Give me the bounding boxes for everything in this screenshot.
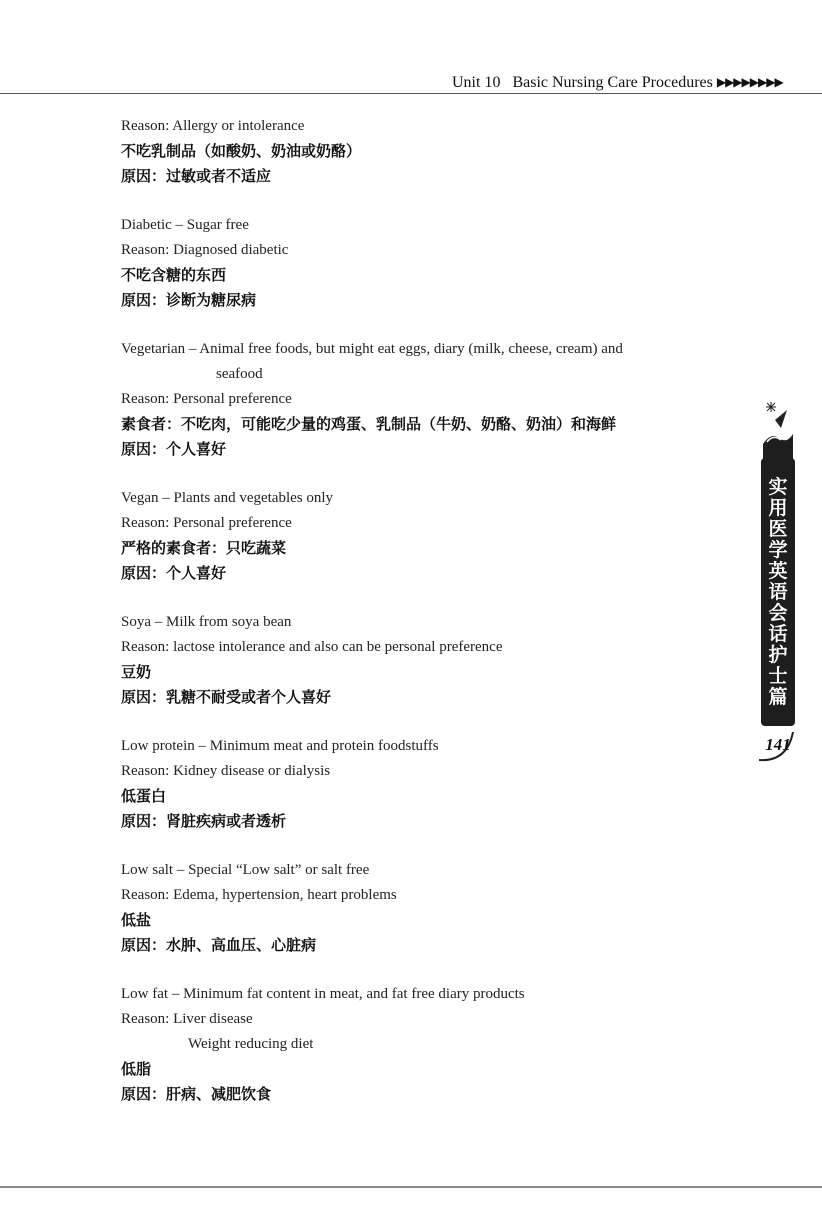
diet-entry: [121, 486, 741, 586]
chinese-line: 原因：肾脏疾病或者透析: [121, 812, 287, 830]
english-line-continued: seafood: [216, 366, 263, 382]
header-title: Basic Nursing Care Procedures: [512, 74, 713, 91]
chinese-line: 不吃含糖的东西: [121, 266, 227, 284]
chinese-line: 原因：肝病、减肥饮食: [121, 1085, 272, 1103]
chinese-line: 素食者：不吃肉，可能吃少量的鸡蛋、乳制品（牛奶、奶酪、奶油）和海鲜: [121, 415, 617, 433]
english-line: Reason: Kidney disease or dialysis: [121, 763, 331, 779]
english-line: Reason: Personal preference: [121, 391, 292, 407]
english-line-continued: Weight reducing diet: [188, 1036, 314, 1052]
english-line: Soya – Milk from soya bean: [121, 614, 292, 630]
chinese-line: 低脂: [121, 1060, 152, 1078]
english-line: Reason: lactose intolerance and also can be personal preference: [121, 639, 503, 655]
chinese-line: 不吃乳制品（如酸奶、奶油或奶酪）: [121, 142, 362, 160]
diet-entry: [121, 213, 741, 313]
diet-entry: [121, 858, 741, 958]
tab-title: 实用医学英语会话 护士篇: [768, 475, 788, 708]
chinese-line: 低盐: [121, 911, 152, 929]
document-body: [121, 114, 741, 1131]
footer-divider: [0, 1186, 822, 1188]
chinese-line: 原因：乳糖不耐受或者个人喜好: [121, 688, 332, 706]
section-tab: [757, 398, 807, 770]
english-line: Low fat – Minimum fat content in meat, and fat free diary products: [121, 986, 525, 1002]
page-number: 141: [765, 735, 791, 754]
header-divider: [0, 93, 822, 94]
english-line: Diabetic – Sugar free: [121, 217, 249, 233]
english-line: Reason: Liver disease: [121, 1011, 253, 1027]
diet-entry: [121, 610, 741, 710]
chinese-line: 原因：个人喜好: [121, 440, 227, 458]
chinese-line: 原因：个人喜好: [121, 564, 227, 582]
diet-entry: [121, 337, 741, 462]
chinese-line: 低蛋白: [121, 787, 167, 805]
chinese-line: 原因：诊断为糖尿病: [121, 291, 257, 309]
diet-entry: [121, 982, 741, 1107]
running-header: [452, 74, 783, 92]
english-line: Reason: Allergy or intolerance: [121, 118, 305, 134]
diet-entry: [121, 734, 741, 834]
header-arrows-icon: ▶▶▶▶▶▶▶▶: [716, 75, 783, 89]
english-line: Reason: Diagnosed diabetic: [121, 242, 289, 258]
chinese-line: 严格的素食者：只吃蔬菜: [121, 539, 287, 557]
diet-entry: [121, 114, 741, 189]
english-line: Reason: Personal preference: [121, 515, 292, 531]
header-unit: Unit 10: [452, 74, 501, 91]
tab-body: [761, 458, 795, 726]
english-line: Reason: Edema, hypertension, heart problems: [121, 887, 397, 903]
english-line: Low salt – Special “Low salt” or salt free: [121, 862, 370, 878]
english-line: Vegetarian – Animal free foods, but might eat eggs, diary (milk, cheese, cream) and: [121, 341, 623, 357]
chinese-line: 原因：过敏或者不适应: [121, 167, 272, 185]
chinese-line: 豆奶: [121, 663, 152, 681]
english-line: Low protein – Minimum meat and protein foodstuffs: [121, 738, 439, 754]
chinese-line: 原因：水肿、高血压、心脏病: [121, 936, 317, 954]
english-line: Vegan – Plants and vegetables only: [121, 490, 334, 506]
